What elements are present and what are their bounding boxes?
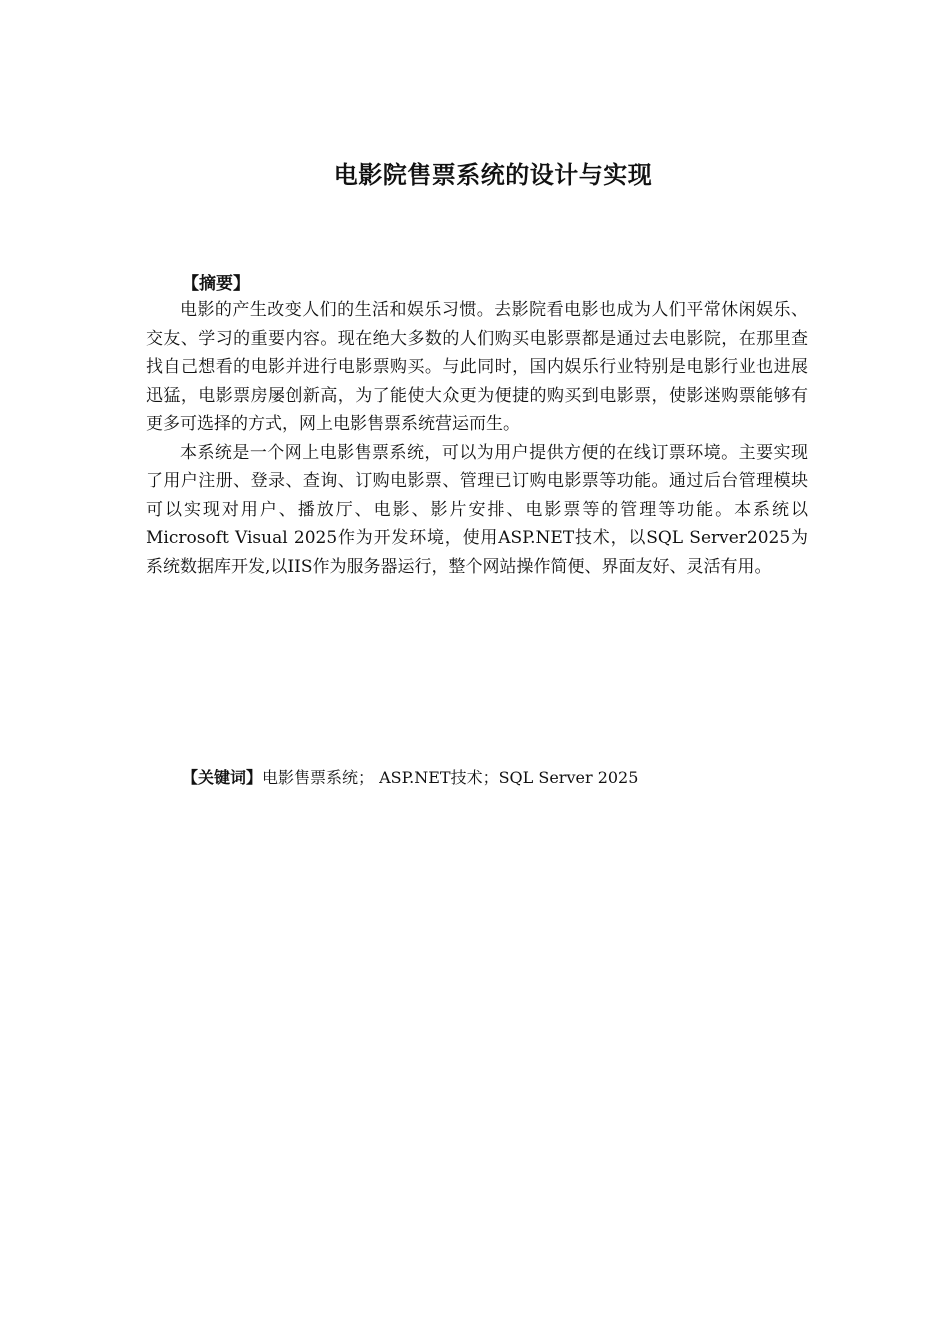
- abstract-paragraph-1: 电影的产生改变人们的生活和娱乐习惯。去影院看电影也成为人们平常休闲娱乐、交友、学习的重要内容。现在绝大多数的人们购买电影票都是通过去电影院，在那里查找自己想看的电影并进行电影票购买。与此同时，国内娱乐行业特别是电影行业也进展迅猛，电影票房屡创新高，为了能使大众更为便捷的购买到电影票，使影迷购票能够有更多可选择的方式，网上电影售票系统营运而生。: [146, 300, 808, 434]
- keywords-line: [182, 766, 638, 790]
- keywords-label: 【关键词】: [182, 768, 263, 787]
- keywords-text: 电影售票系统； ASP.NET技术；SQL Server 2025: [262, 768, 639, 787]
- abstract-heading: 【摘要】: [182, 274, 250, 294]
- abstract-paragraph-2: 本系统是一个网上电影售票系统，可以为用户提供方便的在线订票环境。主要实现了用户注册、登录、查询、订购电影票、管理已订购电影票等功能。通过后台管理模块可以实现对用户、播放厅、电影、影片安排、电影票等的管理等功能。本系统以Microsoft Visual 2025作为开发环境，使用ASP.NET技术，以SQL Server2025为系统数据库开发,以IIS作为服务器运行，整个网站操作简便、界面友好、灵活有用。: [146, 442, 808, 577]
- abstract-body: [146, 296, 808, 581]
- document-title: 电影院售票系统的设计与实现: [333, 161, 653, 189]
